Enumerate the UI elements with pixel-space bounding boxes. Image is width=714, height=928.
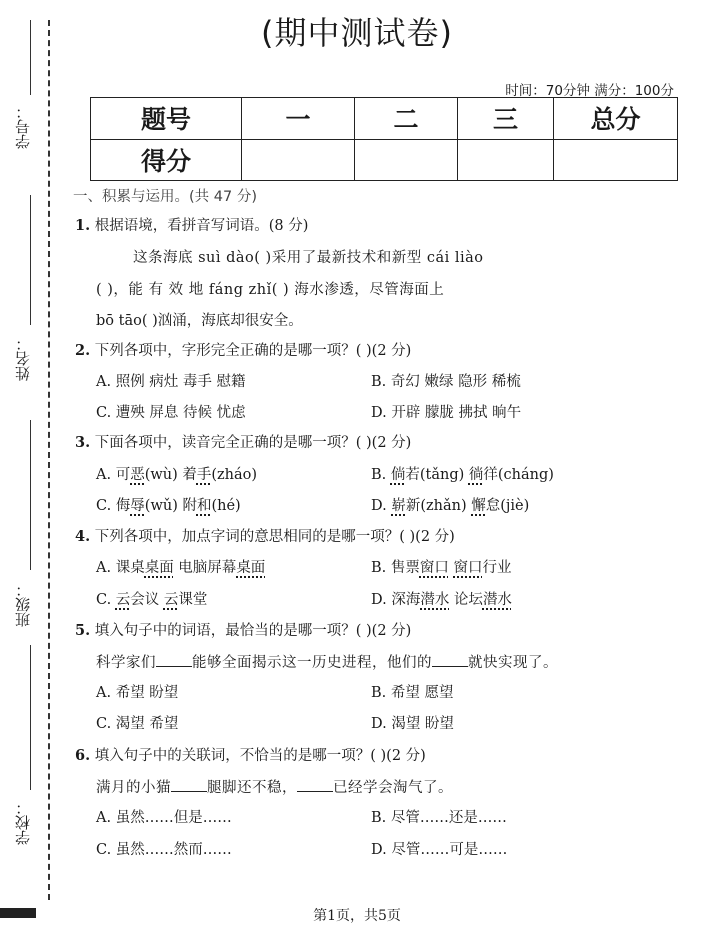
question-5-stem <box>75 621 411 641</box>
option-text: (wù) 着 <box>144 467 197 483</box>
question-1-stem <box>75 216 308 236</box>
question-6-stem <box>75 746 426 766</box>
score-table-cell: 三 <box>458 98 554 140</box>
sentence-text: 已经学会淘气了。 <box>333 780 453 796</box>
option-text: (hé) <box>211 498 241 514</box>
fill-blank[interactable] <box>297 777 333 792</box>
question-4-option-d[interactable] <box>371 590 512 610</box>
student-id-label: 学号： <box>13 104 32 149</box>
score-input-cell[interactable] <box>355 139 458 181</box>
sentence-text: 满月的小猫 <box>96 780 171 796</box>
score-table-header-row <box>91 98 678 140</box>
question-text: 填入句子中的词语，最恰当的是哪一项？( )(2 分) <box>94 623 412 639</box>
question-6-option-c[interactable]: C. 虽然……然而…… <box>96 842 232 858</box>
score-table-score-row <box>91 139 678 181</box>
corner-mark <box>0 908 36 918</box>
sentence-text: 腿脚还不稳， <box>207 780 297 796</box>
class-field <box>6 582 38 627</box>
option-text: 电脑屏幕 <box>173 560 237 576</box>
option-text: B. 售票 <box>371 560 420 576</box>
question-text: 下列各项中，加点字词的意思相同的是哪一项？( )(2 分) <box>94 529 455 545</box>
exam-title: (期中测试卷) <box>261 14 453 52</box>
option-text: D. <box>371 498 392 514</box>
question-6-option-a[interactable]: A. 虽然……但是…… <box>96 810 232 826</box>
school-label: 学校： <box>13 800 32 845</box>
question-2-option-b[interactable]: B. 奇幻 嫩绿 隐形 稀梳 <box>371 374 521 390</box>
option-text: 会议 <box>130 592 164 608</box>
score-table <box>90 97 678 181</box>
section-heading: 一、积累与运用。(共 47 分) <box>73 189 257 205</box>
dotted-word: 桌面 <box>236 560 266 576</box>
question-text: 下面各项中，读音完全正确的是哪一项？( )(2 分) <box>94 435 412 451</box>
option-text: D. 深海 <box>371 592 421 608</box>
question-2-option-c[interactable]: C. 遭殃 屏息 待候 忧虑 <box>96 405 246 421</box>
option-text: 徉(cháng) <box>483 467 554 483</box>
question-text: 下列各项中，字形完全正确的是哪一项？( )(2 分) <box>94 343 412 359</box>
option-text: A. 课桌 <box>96 560 145 576</box>
question-3-option-b[interactable] <box>371 465 554 485</box>
option-text: (zháo) <box>211 467 258 483</box>
class-label: 班级： <box>13 582 32 627</box>
question-number: 1. <box>75 217 91 234</box>
dotted-word: 窗口 <box>419 560 449 576</box>
question-2-option-a[interactable]: A. 照例 病灶 毒手 慰籍 <box>96 374 246 390</box>
class-line[interactable] <box>30 420 31 570</box>
option-text: 怠(jiè) <box>485 498 530 514</box>
option-text: 行业 <box>482 560 512 576</box>
option-text: 若(tǎng) <box>405 467 469 483</box>
sentence-text: 能够全面揭示这一历史进程，他们的 <box>192 655 432 671</box>
score-table-cell: 总分 <box>554 98 678 140</box>
score-input-cell[interactable] <box>458 139 554 181</box>
question-2-stem <box>75 341 411 361</box>
dotted-char: 倘 <box>390 467 406 483</box>
question-number: 3. <box>75 434 91 451</box>
question-3-option-a[interactable] <box>96 465 257 485</box>
dotted-word: 潜水 <box>420 592 450 608</box>
fill-blank[interactable] <box>171 777 207 792</box>
dotted-char: 手 <box>196 467 212 483</box>
question-6-sentence <box>96 777 453 798</box>
dotted-word: 云 <box>115 592 131 608</box>
question-1-line-2: ( )，能 有 效 地 fáng zhǐ( ) 海水渗透，尽管海面上 <box>96 282 445 298</box>
score-table-cell: 得分 <box>91 139 242 181</box>
question-number: 4. <box>75 528 91 545</box>
option-text: (wǔ) 附 <box>144 498 197 514</box>
question-text: 根据语境，看拼音写词语。(8 分) <box>94 218 309 234</box>
option-text: 论坛 <box>449 592 483 608</box>
score-table-cell: 一 <box>242 98 355 140</box>
question-6-option-d[interactable]: D. 尽管……可是…… <box>371 842 508 858</box>
sentence-text: 科学家们 <box>96 655 156 671</box>
question-3-stem <box>75 433 411 453</box>
question-6-option-b[interactable]: B. 尽管……还是…… <box>371 810 507 826</box>
question-4-stem <box>75 527 455 547</box>
question-4-option-b[interactable] <box>371 558 511 578</box>
student-id-field <box>6 104 38 149</box>
dotted-word: 桌面 <box>144 560 174 576</box>
question-5-option-a[interactable]: A. 希望 盼望 <box>96 685 179 701</box>
question-4-option-a[interactable] <box>96 558 265 578</box>
question-3-option-c[interactable] <box>96 496 241 516</box>
dotted-char: 恶 <box>130 467 145 483</box>
option-text: C. <box>96 592 116 608</box>
page-number: 第1页，共5页 <box>313 908 401 924</box>
option-text: C. 侮 <box>96 498 131 514</box>
dotted-word: 潜水 <box>482 592 512 608</box>
option-text: A. 可 <box>96 467 131 483</box>
question-5-option-c[interactable]: C. 渴望 希望 <box>96 716 179 732</box>
option-text: B. <box>371 467 391 483</box>
question-3-option-d[interactable] <box>371 496 529 516</box>
name-field <box>6 336 38 381</box>
question-5-option-b[interactable]: B. 希望 愿望 <box>371 685 454 701</box>
dotted-char: 徜 <box>468 467 484 483</box>
school-line[interactable] <box>30 645 31 790</box>
question-number: 5. <box>75 622 91 639</box>
dotted-char: 和 <box>196 498 212 514</box>
question-1-line-3: bō tāo( )汹涌，海底却很安全。 <box>96 313 303 329</box>
option-text: 课堂 <box>178 592 208 608</box>
dotted-char: 懈 <box>471 498 486 514</box>
question-text: 填入句子中的关联词，不恰当的是哪一项？( )(2 分) <box>94 748 426 764</box>
name-label: 姓名： <box>13 336 32 381</box>
score-table-cell: 二 <box>355 98 458 140</box>
question-2-option-d[interactable]: D. 开辟 朦胧 拂拭 晌午 <box>371 405 522 421</box>
cut-line <box>48 20 50 900</box>
fill-blank[interactable] <box>156 652 192 667</box>
dotted-word: 云 <box>163 592 179 608</box>
option-text: 新(zhǎn) <box>405 498 472 514</box>
score-table-cell: 题号 <box>91 98 242 140</box>
time-score-info: 时间：70分钟 满分：100分 <box>505 83 674 99</box>
question-5-sentence <box>96 652 558 673</box>
name-line[interactable] <box>30 195 31 325</box>
fill-blank[interactable] <box>432 652 468 667</box>
sentence-text: 就快实现了。 <box>468 655 558 671</box>
binding-margin <box>0 0 62 928</box>
dotted-char: 辱 <box>130 498 145 514</box>
question-1-line-1: 这条海底 suì dào( )采用了最新技术和新型 cái liào <box>133 250 484 266</box>
dotted-char: 崭 <box>391 498 406 514</box>
school-field <box>6 800 38 845</box>
question-5-option-d[interactable]: D. 渴望 盼望 <box>371 716 454 732</box>
score-input-cell[interactable] <box>242 139 355 181</box>
score-input-cell[interactable] <box>554 139 678 181</box>
question-number: 6. <box>75 747 91 764</box>
question-4-option-c[interactable] <box>96 590 207 610</box>
question-number: 2. <box>75 342 91 359</box>
dotted-word: 窗口 <box>453 560 483 576</box>
